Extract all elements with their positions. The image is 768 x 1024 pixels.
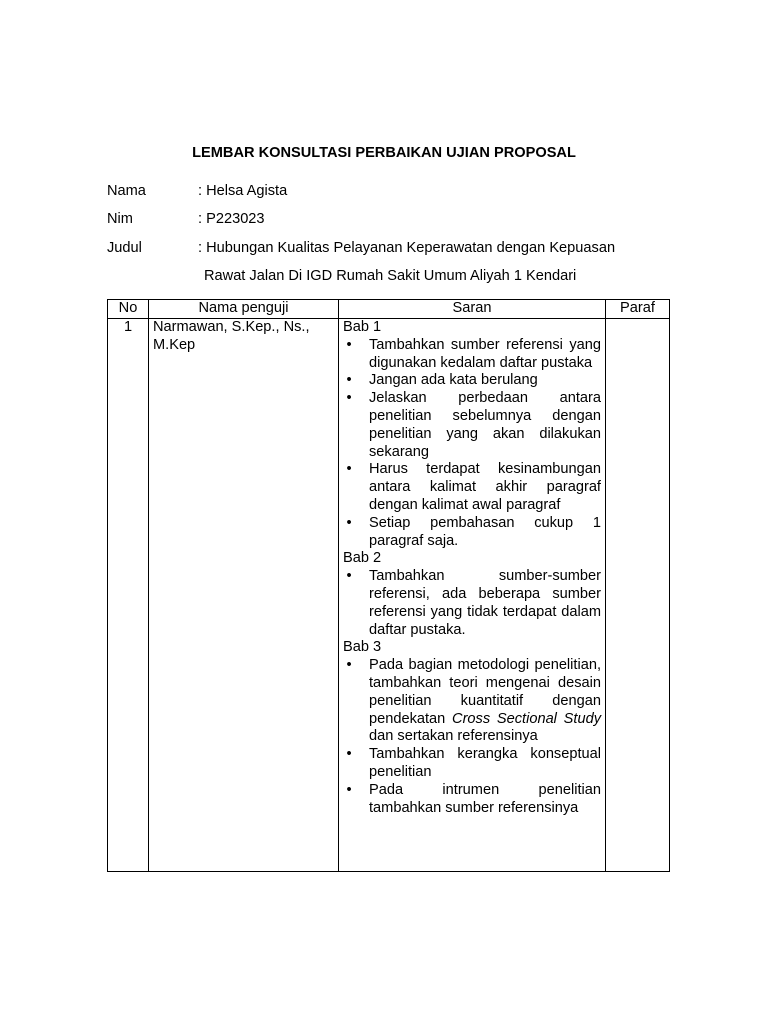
list-item: • Harus terdapat kesinambungan antara kalimat akhir paragraf dengan kalimat awal paragraf (343, 461, 601, 514)
bab-1-heading: Bab 1 (343, 319, 382, 335)
list-item: • Tambahkan sumber referensi yang digunakan kedalam daftar pustaka (343, 337, 601, 373)
field-nim (107, 211, 265, 227)
bullet-icon (343, 657, 355, 675)
field-nama-label: Nama (107, 183, 146, 199)
bab-2-heading: Bab 2 (343, 550, 382, 567)
bab-3-list (343, 657, 601, 817)
header-paraf: Paraf (606, 300, 670, 319)
header-no: No (108, 300, 149, 319)
bullet-icon (343, 746, 355, 764)
field-judul-value: : Hubungan Kualitas Pelayanan Keperawatan dengan Kepuasan (198, 240, 616, 256)
table-header-row (108, 300, 670, 319)
list-item: • Jelaskan perbedaan antara penelitian sebelumnya dengan penelitian yang akan dilakukan sekarang (343, 390, 601, 461)
cell-nama-penguji: Narmawan, S.Kep., Ns., M.Kep (149, 319, 339, 872)
document-title: LEMBAR KONSULTASI PERBAIKAN UJIAN PROPOSAL (192, 145, 576, 161)
bullet-icon (343, 461, 355, 479)
cell-paraf (606, 319, 670, 872)
list-item: • Jangan ada kata berulang (343, 372, 601, 390)
table-row (108, 319, 670, 872)
list-item: • Pada intrumen penelitian tambahkan sumber referensinya (343, 782, 601, 818)
field-nama (107, 183, 287, 199)
header-saran: Saran (339, 300, 606, 319)
bullet-icon (343, 337, 355, 355)
cell-saran (339, 319, 606, 872)
bullet-icon (343, 782, 355, 800)
bullet-icon (343, 515, 355, 533)
field-judul-value-continued: Rawat Jalan Di IGD Rumah Sakit Umum Aliyah 1 Kendari (204, 268, 577, 284)
italic-term: Cross Sectional Study (452, 710, 601, 727)
list-item: • Tambahkan kerangka konseptual penelitian (343, 746, 601, 782)
bullet-icon (343, 568, 355, 586)
cell-no: 1 (108, 319, 149, 872)
list-item: • Setiap pembahasan cukup 1 paragraf saja. (343, 515, 601, 551)
bab-3-heading: Bab 3 (343, 639, 382, 656)
field-nama-value: : Helsa Agista (198, 183, 288, 199)
bullet-icon (343, 372, 355, 390)
list-item: • Pada bagian metodologi penelitian, tambahkan teori mengenai desain penelitian kuantitatif dengan pendekatan Cross Sectional Study dan sertakan referensinya (343, 657, 601, 746)
bab-2-list (343, 568, 601, 639)
field-judul-label: Judul (107, 240, 142, 256)
consultation-table (107, 299, 670, 872)
bab-1-list (343, 337, 601, 551)
field-nim-label: Nim (107, 211, 133, 227)
field-nim-value: : P223023 (198, 211, 265, 227)
header-nama-penguji: Nama penguji (149, 300, 339, 319)
field-judul (107, 240, 615, 256)
bullet-icon (343, 390, 355, 408)
list-item: • Tambahkan sumber-sumber referensi, ada beberapa sumber referensi yang tidak terdapat dalam daftar pustaka. (343, 568, 601, 639)
